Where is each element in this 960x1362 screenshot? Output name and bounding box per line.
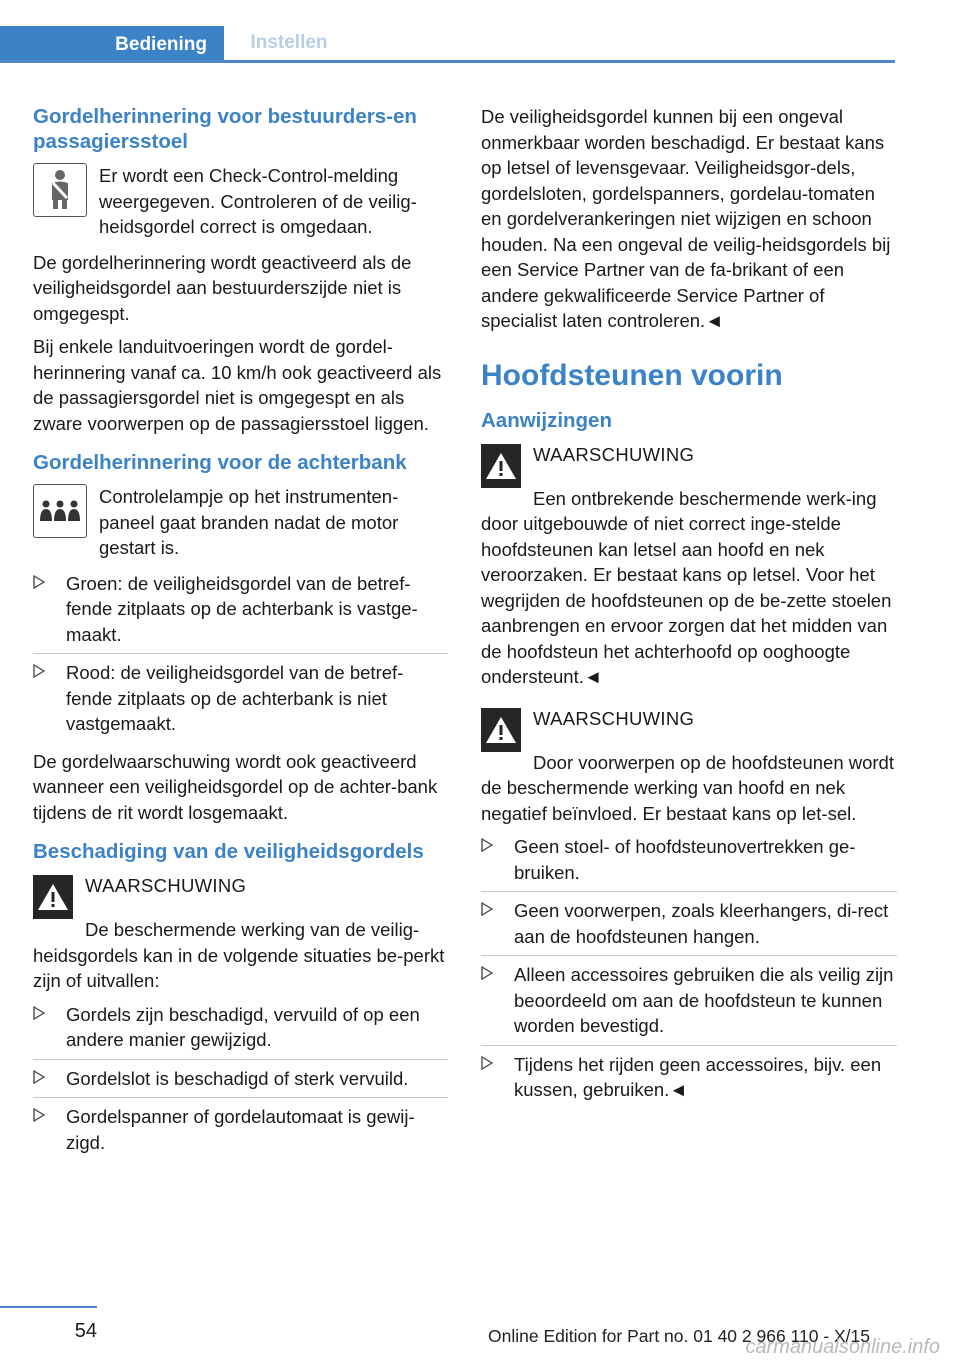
- list-item: [33, 1066, 448, 1099]
- left-column: [33, 104, 448, 1167]
- paragraph: De veiligheidsgordel kunnen bij een ongeval onmerkbaar worden beschadigd. Er bestaat kans op letsel of levensgevaar. Veiligheidsgor-dels, gordelsloten, gordelspanners, gordelau-tomaten en gordelverankeringen niet wijzigen en schoon houden. Na een ongeval de veilig-heidsgordels bij een Service Partner van de fa-brikant of een andere gekwalificeerde Service Partner of specialist laten controleren.◄: [481, 106, 891, 331]
- section-title-rear-belt-reminder: Gordelherinnering voor de achterbank: [33, 451, 407, 474]
- seatbelt-indicator-text: Er wordt een Check-Control-melding weergegeven. Controleren of de veilig-heidsgordel correct is omgedaan.: [99, 165, 417, 237]
- headrest-list: [481, 834, 897, 1109]
- list-item-text: Gordels zijn beschadigd, vervuild of op een andere manier gewijzigd.: [66, 1003, 420, 1050]
- triangle-bullet-icon: [33, 1108, 45, 1122]
- list-item-text: Gordelslot is beschadigd of sterk vervuild.: [66, 1067, 409, 1089]
- triangle-bullet-icon: [481, 966, 493, 980]
- list-item-text: Alleen accessoires gebruiken die als veilig zijn beoordeeld om aan de hoofdsteun te kunnen worden bevestigd.: [514, 964, 894, 1036]
- list-item-text: Geen stoel- of hoofdsteunovertrekken ge-bruiken.: [514, 836, 856, 883]
- warning-text: Door voorwerpen op de hoofdsteunen wordt de beschermende werking van hoofd en nek negatief beïnvloed. Er bestaat kans op let-sel.: [481, 751, 894, 824]
- list-item-text: Rood: de veiligheidsgordel van de betref-fende zitplaats op de achterbank is niet vastgemaakt.: [66, 662, 404, 734]
- watermark: carmanualsonline.info: [745, 1336, 940, 1358]
- list-item-text: Gordelspanner of gordelautomaat is gewij-zigd.: [66, 1106, 415, 1153]
- warning-title: WAARSCHUWING: [533, 707, 695, 729]
- list-item: [481, 834, 897, 892]
- warning-block: [33, 873, 448, 994]
- rear-seatbelt-indicator-icon: [33, 484, 87, 538]
- triangle-bullet-icon: [33, 664, 45, 678]
- footer-divider: [0, 1306, 97, 1308]
- triangle-bullet-icon: [481, 838, 493, 852]
- page-number: 54: [74, 1320, 97, 1342]
- warning-triangle-icon: [33, 875, 73, 919]
- list-item: [481, 1052, 897, 1109]
- warning-text: De beschermende werking van de veilig-heidsgordels kan in de volgende situaties be-perkt zijn of uitvallen:: [33, 919, 445, 991]
- list-item-text: Groen: de veiligheidsgordel van de betref-fende zitplaats op de achterbank is vastge-maakt.: [66, 572, 418, 645]
- list-item: [481, 962, 897, 1046]
- warning-triangle-icon: [481, 444, 521, 488]
- triangle-bullet-icon: [33, 1006, 45, 1020]
- list-item-text: Tijdens het rijden geen accessoires, bijv. een kussen, gebruiken.◄: [514, 1053, 882, 1100]
- warning-triangle-icon: [481, 708, 521, 752]
- triangle-bullet-icon: [33, 1070, 45, 1084]
- rear-indicator-block: [33, 484, 448, 561]
- seatbelt-warning-icon: [33, 163, 87, 217]
- triangle-bullet-icon: [481, 902, 493, 916]
- list-item: [33, 1002, 448, 1060]
- tab-bediening[interactable]: Bediening: [0, 26, 224, 63]
- chapter-title-headrests: Hoofdsteunen voorin: [481, 358, 783, 392]
- warning-block: [481, 706, 897, 827]
- tab-instellen[interactable]: Instellen: [250, 32, 328, 53]
- seatbelt-indicator-block: [33, 163, 448, 240]
- header-divider: [0, 60, 895, 63]
- right-column: [481, 104, 897, 1115]
- list-item: [33, 571, 448, 655]
- paragraph: Bij enkele landuitvoeringen wordt de gordel-herinnering vanaf ca. 10 km/h ook geactiveerd als de passagiersgordel niet is omgegespt en als zware voorwerpen op de passagiersstoel liggen.: [33, 336, 442, 434]
- warning-text: Een ontbrekende beschermende werk-ing door uitgebouwde of niet correct inge-stelde hoofdsteunen kan letsel aan hoofd en nek veroorzaken. Er bestaat kans op letsel. Voor het wegrijden de hoofdsteunen op de be-zette stoelen aanbrengen en ervoor zorgen dat het midden van de hoofdsteun het achterhoofd op ooghoogte ondersteunt.◄: [481, 487, 892, 687]
- belt-damage-list: [33, 1002, 448, 1162]
- list-item-text: Geen voorwerpen, zoals kleerhangers, di-rect aan de hoofdsteunen hangen.: [514, 900, 889, 947]
- section-title-belt-damage: Beschadiging van de veiligheidsgordels: [33, 840, 424, 863]
- paragraph: De gordelherinnering wordt geactiveerd als de veiligheidsgordel aan bestuurderszijde niet is omgegespt.: [33, 251, 412, 324]
- warning-title: WAARSCHUWING: [85, 875, 247, 896]
- paragraph: De gordelwaarschuwing wordt ook geactiveerd wanneer een veiligheidsgordel op de achter-bank tijdens de rit wordt losgemaakt.: [33, 750, 438, 823]
- rear-indicator-text: Controlelampje op het instrumenten-paneel gaat branden nadat de motor gestart is.: [99, 486, 399, 558]
- edition-note: Online Edition for Part no. 01 40 2 966 110 - X/15: [488, 1326, 871, 1346]
- list-item: [33, 660, 448, 743]
- list-item: [481, 898, 897, 956]
- warning-title: WAARSCHUWING: [533, 443, 695, 465]
- section-title-front-belt-reminder: Gordelherinnering voor bestuurders-en passagiersstoel: [33, 105, 417, 153]
- section-title-notes: Aanwijzingen: [481, 408, 612, 432]
- warning-block: [481, 442, 897, 690]
- page-header: [0, 0, 895, 64]
- triangle-bullet-icon: [481, 1056, 493, 1070]
- list-item: [33, 1104, 448, 1161]
- rear-belt-list: [33, 571, 448, 743]
- triangle-bullet-icon: [33, 575, 45, 589]
